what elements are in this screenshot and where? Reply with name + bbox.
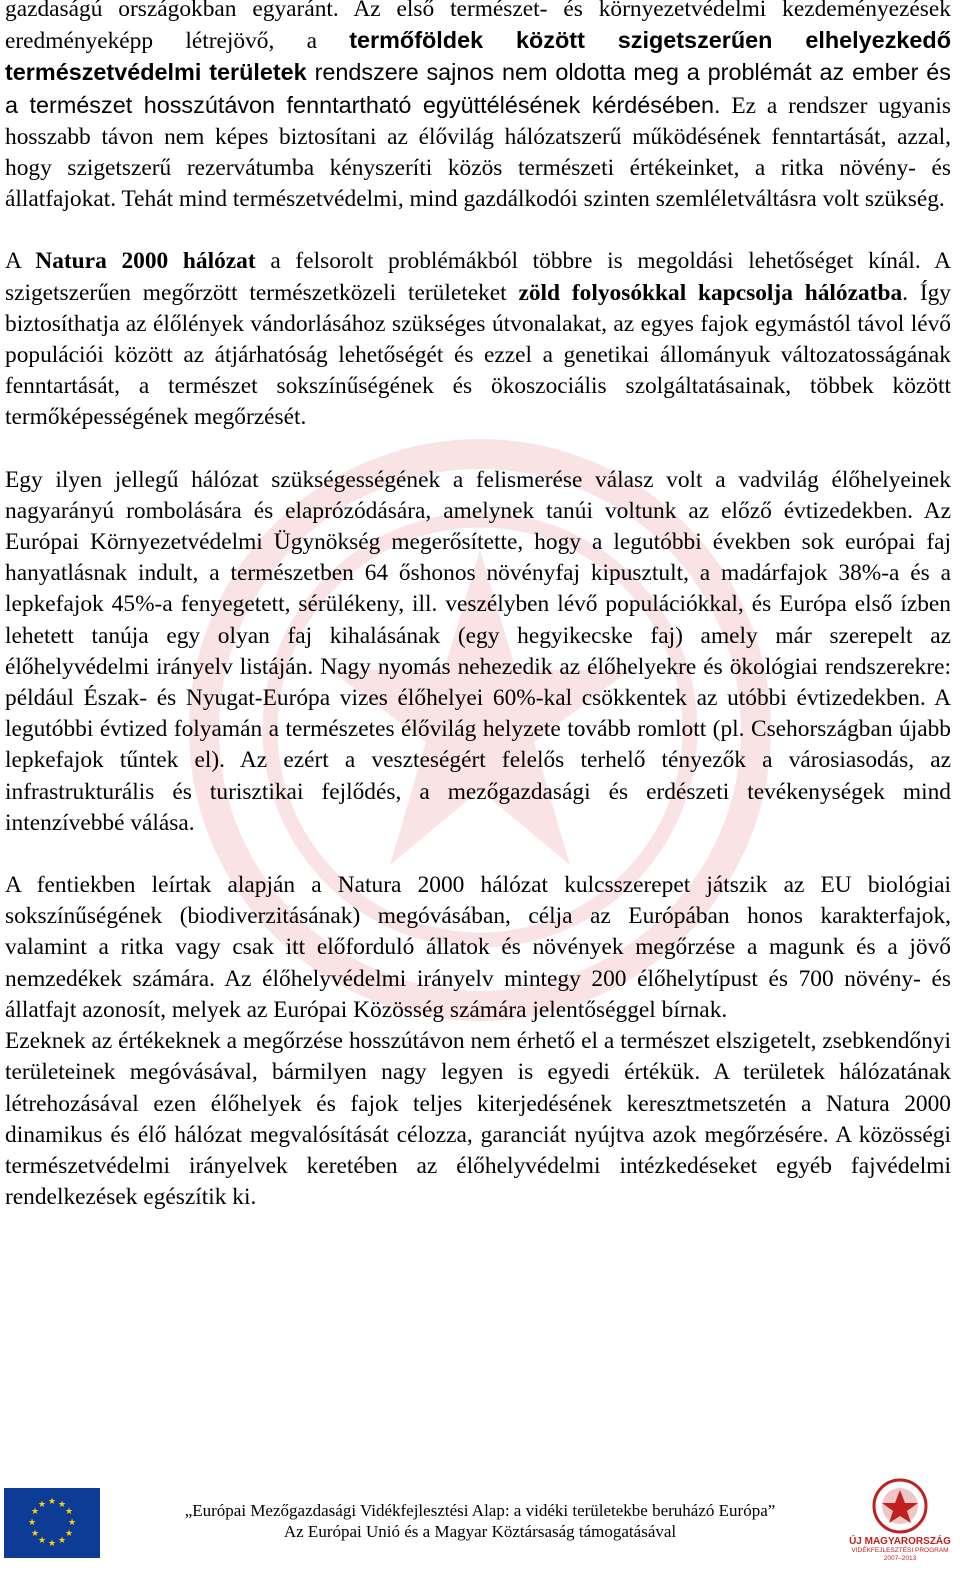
logo-title: ÚJ MAGYARORSZÁG [849, 1536, 951, 1547]
emphasis-text: termőföldek között szigetszerűen elhelyezkedő természetvédelmi területek [5, 27, 951, 86]
paragraph-1 [5, 0, 951, 215]
paragraph-text: rendszere sajnos nem oldotta meg a problémát az ember és a természet hosszútávon fenntartható együttélésének kérdésében. [5, 59, 952, 118]
svg-text:★: ★ [30, 1507, 40, 1517]
svg-text:★: ★ [47, 1539, 57, 1549]
logo-subtitle-line-2: 2007–2013 [883, 1555, 917, 1562]
paragraph-text: Ez a rendszer ugyanis hosszabb távon nem képes biztosítani az élővilág hálózatszerű működésének fenntartását, azzal, hogy szigetszerű rezervátumba kényszeríti közös természeti értékeinket, a ritka növény- és állatfajokat. Tehát mind természetvédelmi, mind gazdálkodói szinten szemléletváltásra volt szükség. [5, 92, 951, 213]
svg-text:★: ★ [67, 1518, 77, 1528]
paragraph-3: Egy ilyen jellegű hálózat szükségességének a felismerése válasz volt a vadvilág élőhelyeinek nagyarányú rombolására és elaprózódására, amelynek tanúi voltunk az előző évtizedekben. Az Európai Környezetvédelmi Ügynökség megerősítette, hogy a legutóbbi években sok európai faj hanyatlásnak indult, a természetben 64 őshonos növényfaj kipusztult, a madárfajok 38%-a és a lepkefajok 45%-a fenyegetett, sérülékeny, ill. veszélyben lévő populációkkal, és Európa első ízben lehetett tanúja egy olyan faj kihalásának (egy hegyikecske faj) amely már szerepelt az élőhelyvédelmi irányelv listáján. Nagy nyomás nehezedik az élőhelyekre és ökológiai rendszerekre: például Észak- és Nyugat-Európa vizes élőhelyei 60%-kal csökkentek az utóbbi évtizedekben. A legutóbbi évtized folyamán a természetes élővilág helyzete tovább romlott (pl. Csehországban újabb lepkefajok tűntek el). Az ezért a veszteségért felelős terhelő tényezők a városiasodás, az infrastrukturális és turisztikai fejlődés, a mezőgazdasági és erdészeti tevékenységek mind intenzívebbé válása. [5, 466, 951, 836]
svg-text:★: ★ [57, 1536, 67, 1546]
svg-text:★: ★ [37, 1500, 47, 1510]
svg-text:★: ★ [27, 1518, 37, 1528]
paragraph-text: gazdaságú országokban egyaránt. Az első természet- és környezetvédelmi kezdeményezések eredményeképp létrejövő, a [5, 0, 951, 55]
svg-text:★: ★ [64, 1507, 74, 1517]
svg-text:★: ★ [64, 1529, 74, 1539]
footer-line-1: „Európai Mezőgazdasági Vidékfejlesztési Alap: a vidéki területekbe beruházó Európa” [184, 1501, 776, 1520]
svg-text:★: ★ [30, 1529, 40, 1539]
paragraph-2 [5, 246, 951, 433]
paragraph-text: a felsorolt problémákból többre is megoldási lehetőséget kínál. A szigetszerűen megőrzött természetközeli területeket [5, 248, 951, 306]
svg-text:★: ★ [57, 1500, 67, 1510]
emphasis-text: zöld folyosókkal kapcsolja hálózatba [518, 279, 903, 306]
document-body [5, 0, 951, 1213]
paragraph-4: A fentiekben leírtak alapján a Natura 2000 hálózat kulcsszerepet játszik az EU biológiai sokszínűségének (biodiverzitásának) megóvásában, célja az Európában honos karakterfajok, valamint a ritka vagy csak itt előforduló állatok és növények megőrzése a magunk és a jövő nemzedékek számára. Az élőhelyvédelmi irányelv mintegy 200 élőhelytípust és 700 növény- és állatfajt azonosít, melyek az Európai Közösség számára jelentőséggel bírnak. [5, 872, 951, 1023]
footer-line-2: Az Európai Unió és a Magyar Köztársaság támogatásával [283, 1522, 677, 1541]
paragraph-text: . Így biztosíthatja az élőlények vándorlásához szükséges útvonalakat, az egyes fajok egymástól távol lévő populációi között az átjárhatóság lehetőségét és ezzel a genetikai állományuk változatosságának fenntartását, a természet sokszínűségének és ökoszociális szolgáltatásainak, többek között termőképességének megőrzését. [5, 279, 951, 431]
paragraph-text: A [5, 248, 36, 275]
footer-text [100, 1500, 860, 1542]
paragraph-5: Ezeknek az értékeknek a megőrzése hosszútávon nem érhető el a természet elszigetelt, zsebkendőnyi területeinek megóvásával, bármilyen nagy legyen is egyedi értékük. A területek hálózatának létrehozásával ezen élőhelyek és fajok teljes kiterjedésének keresztmetszetén a Natura 2000 dinamikus és élő hálózat megvalósítását célozza, garanciát nyújtva azok megőrzésére. A közösségi természetvédelmi irányelvek keretében az élőhelyvédelmi intézkedéseket egyéb fajvédelmi rendelkezések egészítik ki. [5, 1028, 951, 1211]
program-emblem-icon [848, 1476, 952, 1536]
emphasis-text: Natura 2000 hálózat [35, 248, 256, 275]
svg-text:★: ★ [37, 1536, 47, 1546]
uj-magyarorszag-logo [848, 1476, 952, 1568]
eu-flag-icon [4, 1488, 100, 1558]
page-footer [0, 1476, 960, 1576]
logo-subtitle-line-1: VIDÉKFEJLESZTÉSI PROGRAM [851, 1547, 949, 1554]
logo-subtitle [848, 1547, 952, 1563]
svg-text:★: ★ [47, 1497, 57, 1507]
